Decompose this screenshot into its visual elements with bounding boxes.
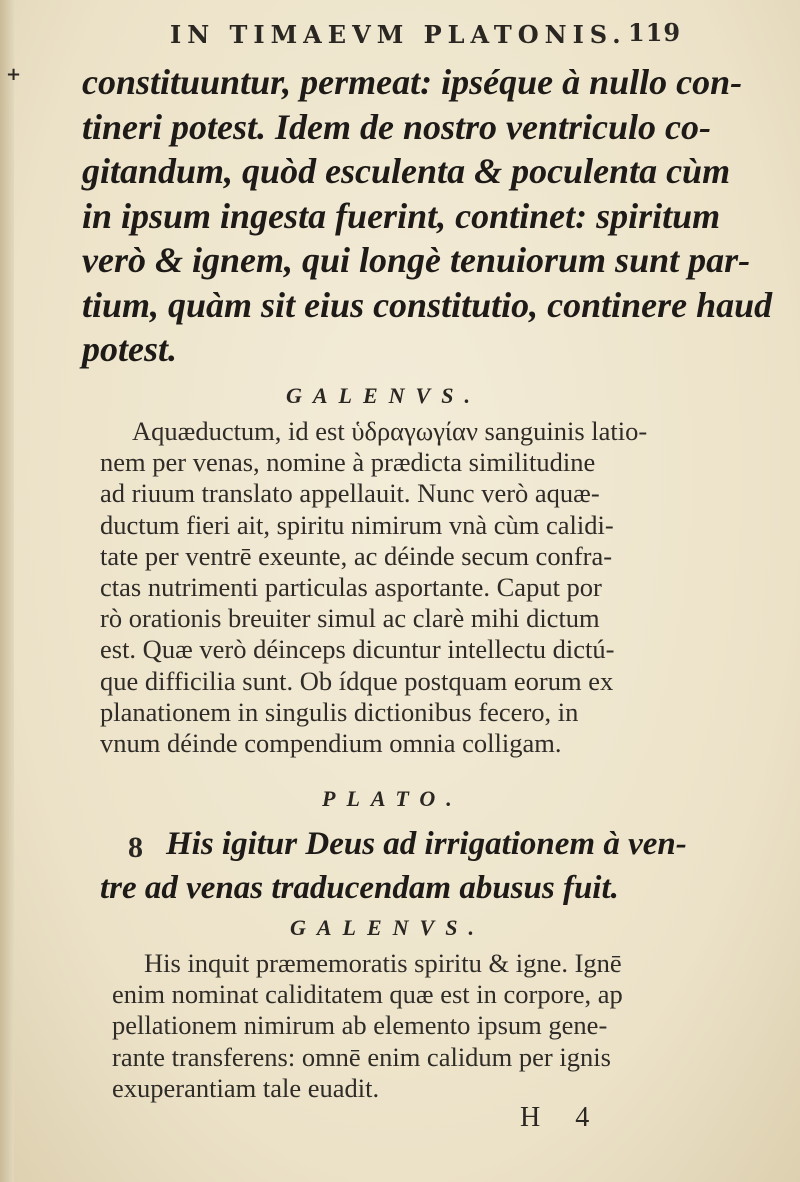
text-line: tineri potest. Idem de nostro ventriculo co- (82, 106, 711, 147)
text-line: enim nominat caliditatem quæ est in corpore, ap (112, 979, 623, 1010)
galenus-heading-1: GALENVS. (286, 383, 481, 408)
text-line: potest. (82, 329, 177, 369)
plato-text-2 (100, 822, 696, 910)
running-head: IN TIMAEVM PLATONIS. (170, 20, 627, 49)
signature-mark: H 4 (520, 1102, 604, 1133)
plato-text-1 (82, 60, 773, 372)
text-line: nem per venas, nomine à prædicta similitudine (100, 447, 596, 478)
text-line: tre ad venas traducendam abusus fuit. (100, 870, 619, 906)
text-line: rò orationis breuiter simul ac clarè mihi dictum (100, 603, 600, 634)
text-line: rante transferens: omnē enim calidum per ignis (112, 1041, 611, 1072)
text-line: tate per ventrē exeunte, ac déinde secum confra- (100, 540, 613, 571)
page-number: 119 (628, 18, 682, 47)
text-line: vnum déinde compendium omnia colligam. (100, 728, 562, 759)
text-line: ductum fieri ait, spiritu nimirum vnà cùm calidi- (100, 509, 614, 540)
margin-mark: + (6, 64, 22, 85)
text-line: pellationem nimirum ab elemento ipsum gene- (112, 1010, 608, 1041)
text-line: planationem in singulis dictionibus fecero, in (100, 696, 579, 727)
text-line: in ipsum ingesta fuerint, continet: spiritum (82, 195, 721, 236)
galenus-heading-2: GALENVS. (290, 915, 485, 940)
text-line: ad riuum translato appellauit. Nunc verò aquæ- (100, 478, 600, 509)
section-number: 8 (128, 831, 143, 864)
text-line: His igitur Deus ad irrigationem à ven- (166, 826, 687, 862)
text-line: tium, quàm sit eius constitutio, continere haud (82, 284, 773, 325)
text-line: gitandum, quòd esculenta & poculenta cùm (82, 151, 731, 191)
text-line: que difficilia sunt. Ob ídque postquam eorum ex (100, 665, 614, 696)
text-line: ctas nutrimenti particulas asportante. Caput por (100, 572, 602, 603)
text-line: His inquit præmemoratis spiritu & igne. Ignē (144, 948, 622, 978)
page-gutter (0, 0, 14, 1182)
galenus-text-2 (112, 948, 692, 1104)
text-line: constituuntur, permeat: ipséque à nullo con- (82, 62, 743, 102)
text-line: est. Quæ verò déinceps dicuntur intellectu dictú- (100, 634, 615, 665)
text-line: verò & ignem, qui longè tenuiorum sunt par- (82, 240, 751, 280)
text-line: Aquæductum, id est ὑδραγωγίαν sanguinis latio- (132, 416, 648, 446)
text-line: exuperantiam tale euadit. (112, 1072, 380, 1103)
plato-heading: PLATO. (322, 786, 463, 811)
galenus-text-1 (100, 416, 695, 759)
